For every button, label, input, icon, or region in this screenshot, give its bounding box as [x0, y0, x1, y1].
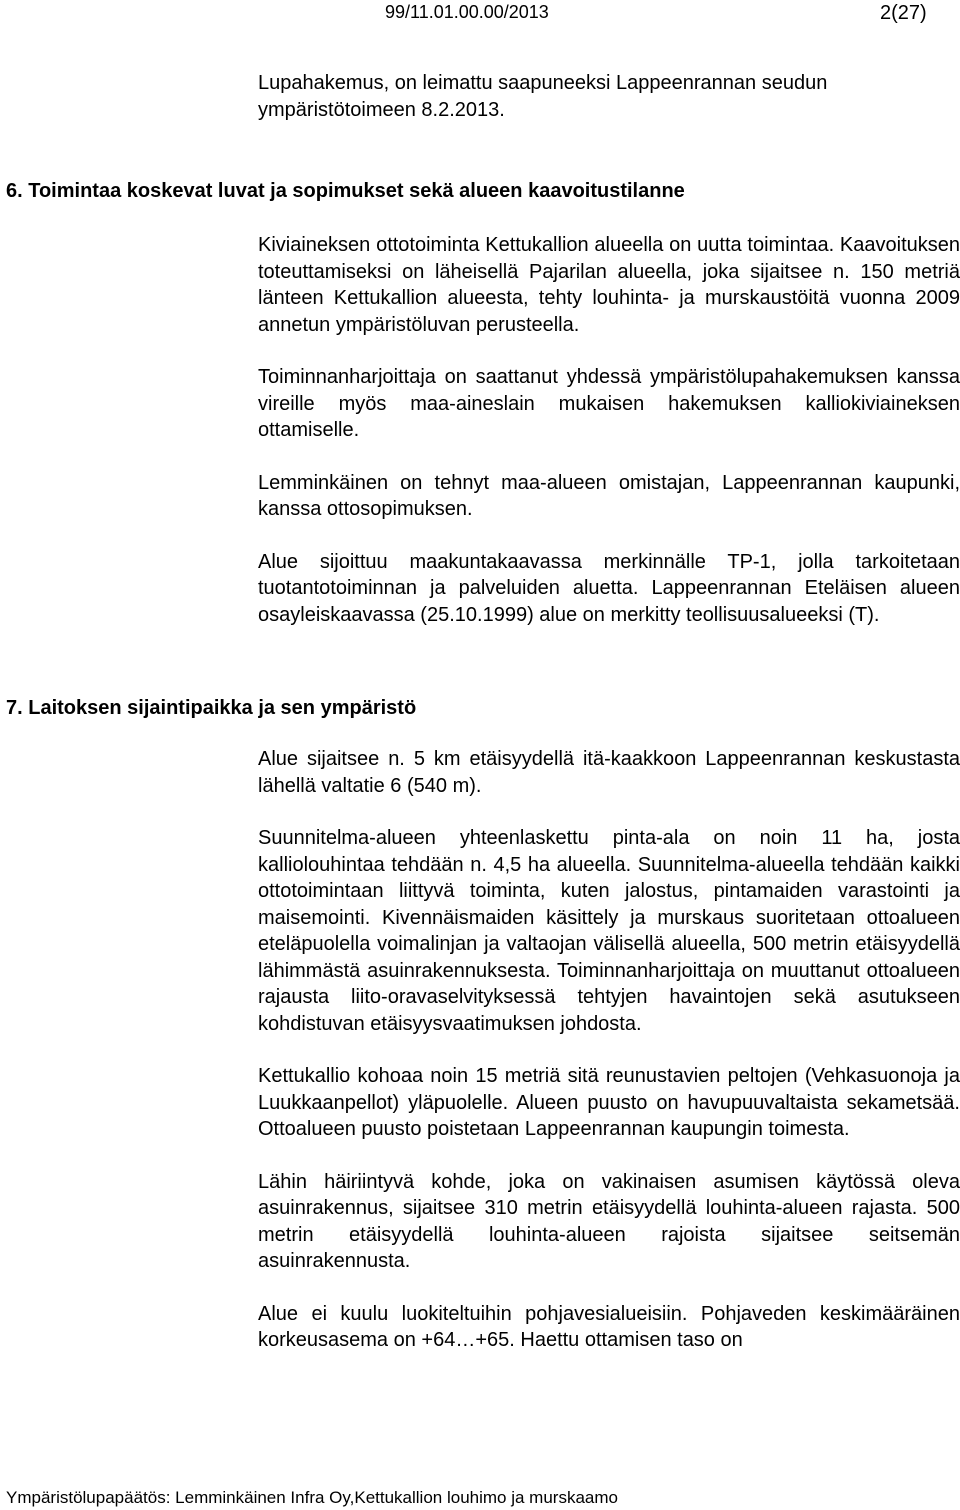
paragraph: Kiviaineksen ottotoiminta Kettukallion alueella on uutta toimintaa. Kaavoituksen toteuttamiseksi on läheisellä Pajarilan alueella, joka sijaitsee n. 150 metriä länteen Kettukallion alueesta, tehty louhinta- ja murskaustöitä vuonna 2009 annetun ympäristöluvan perusteella.: [258, 234, 960, 336]
paragraph: Alue ei kuulu luokiteltuihin pohjavesialueisiin. Pohjaveden keskimääräinen korkeusasema on +64…+65. Haettu ottamisen taso on: [258, 1302, 960, 1351]
paragraph: Alue sijoittuu maakuntakaavassa merkinnälle TP-1, jolla tarkoitetaan tuotantotoiminnan ja palveluiden aluetta. Lappeenrannan Eteläisen alueen osayleiskaavassa (25.10.1999) alue on merkitty teollisuusalueeksi (T).: [258, 550, 960, 626]
paragraph: Toiminnanharjoittaja on saattanut yhdessä ympäristölupahakemuksen kanssa vireille myös maa-aineslain mukaisen hakemuksen kalliokiviaineksen ottamiselle.: [258, 366, 960, 441]
paragraph: Alue sijaitsee n. 5 km etäisyydellä itä-kaakkoon Lappeenrannan keskustasta lähellä valtatie 6 (540 m).: [258, 748, 960, 797]
document-reference-number: 99/11.01.00.00/2013: [385, 2, 549, 22]
section-7-body: [258, 746, 960, 1380]
intro-paragraph: Lupahakemus, on leimattu saapuneeksi Lappeenrannan seudun ympäristötoimeen 8.2.2013.: [258, 72, 828, 121]
page-footer: Ympäristölupapäätös: Lemminkäinen Infra Oy,Kettukallion louhimo ja murskaamo: [6, 1488, 618, 1507]
paragraph: Lemminkäinen on tehnyt maa-alueen omistajan, Lappeenrannan kaupunki, kanssa ottosopimuksen.: [258, 471, 960, 520]
section-7-heading: 7. Laitoksen sijaintipaikka ja sen ympäristö: [6, 697, 417, 719]
paragraph: Lähin häiriintyvä kohde, joka on vakinaisen asumisen käytössä oleva asuinrakennus, sijaitsee 310 metrin etäisyydellä louhinta-alueen rajasta. 500 metrin etäisyydellä louhinta-alueen rajoista sijaitsee seitsemän asuinrakennusta.: [258, 1170, 960, 1272]
paragraph: Kettukallio kohoaa noin 15 metriä sitä reunustavien peltojen (Vehkasuonoja ja Luukkaanpellot) yläpuolelle. Alueen puusto on havupuuvaltaista sekametsää. Ottoalueen puusto poistetaan Lappeenrannan kaupungin toimesta.: [258, 1065, 960, 1140]
paragraph: Suunnitelma-alueen yhteenlaskettu pinta-ala on noin 11 ha, josta kalliolouhintaa tehdään n. 4,5 ha alueella. Suunnitelma-alueella tehdään kaikki ottotoimintaan liittyvä toiminta, kuten jalostus, pintamaiden varastointi ja maisemointi. Kivennäismaiden käsittely ja murskaus suoritetaan ottoalueen eteläpuolella voimalinjan ja valtaojan välisellä alueella, 500 metrin etäisyydellä lähimmästä asuinrakennuksesta. Toiminnanharjoittaja on muuttanut ottoalueen rajausta liito-oravaselvityksessä tehtyjen havaintojen sekä asutukseen kohdistuvan etäisyysvaatimuksen johdosta.: [258, 827, 960, 1035]
section-6-heading: 6. Toimintaa koskevat luvat ja sopimukset sekä alueen kaavoitustilanne: [6, 180, 685, 202]
page-number: 2(27): [880, 2, 927, 24]
section-6-body: [258, 232, 960, 654]
